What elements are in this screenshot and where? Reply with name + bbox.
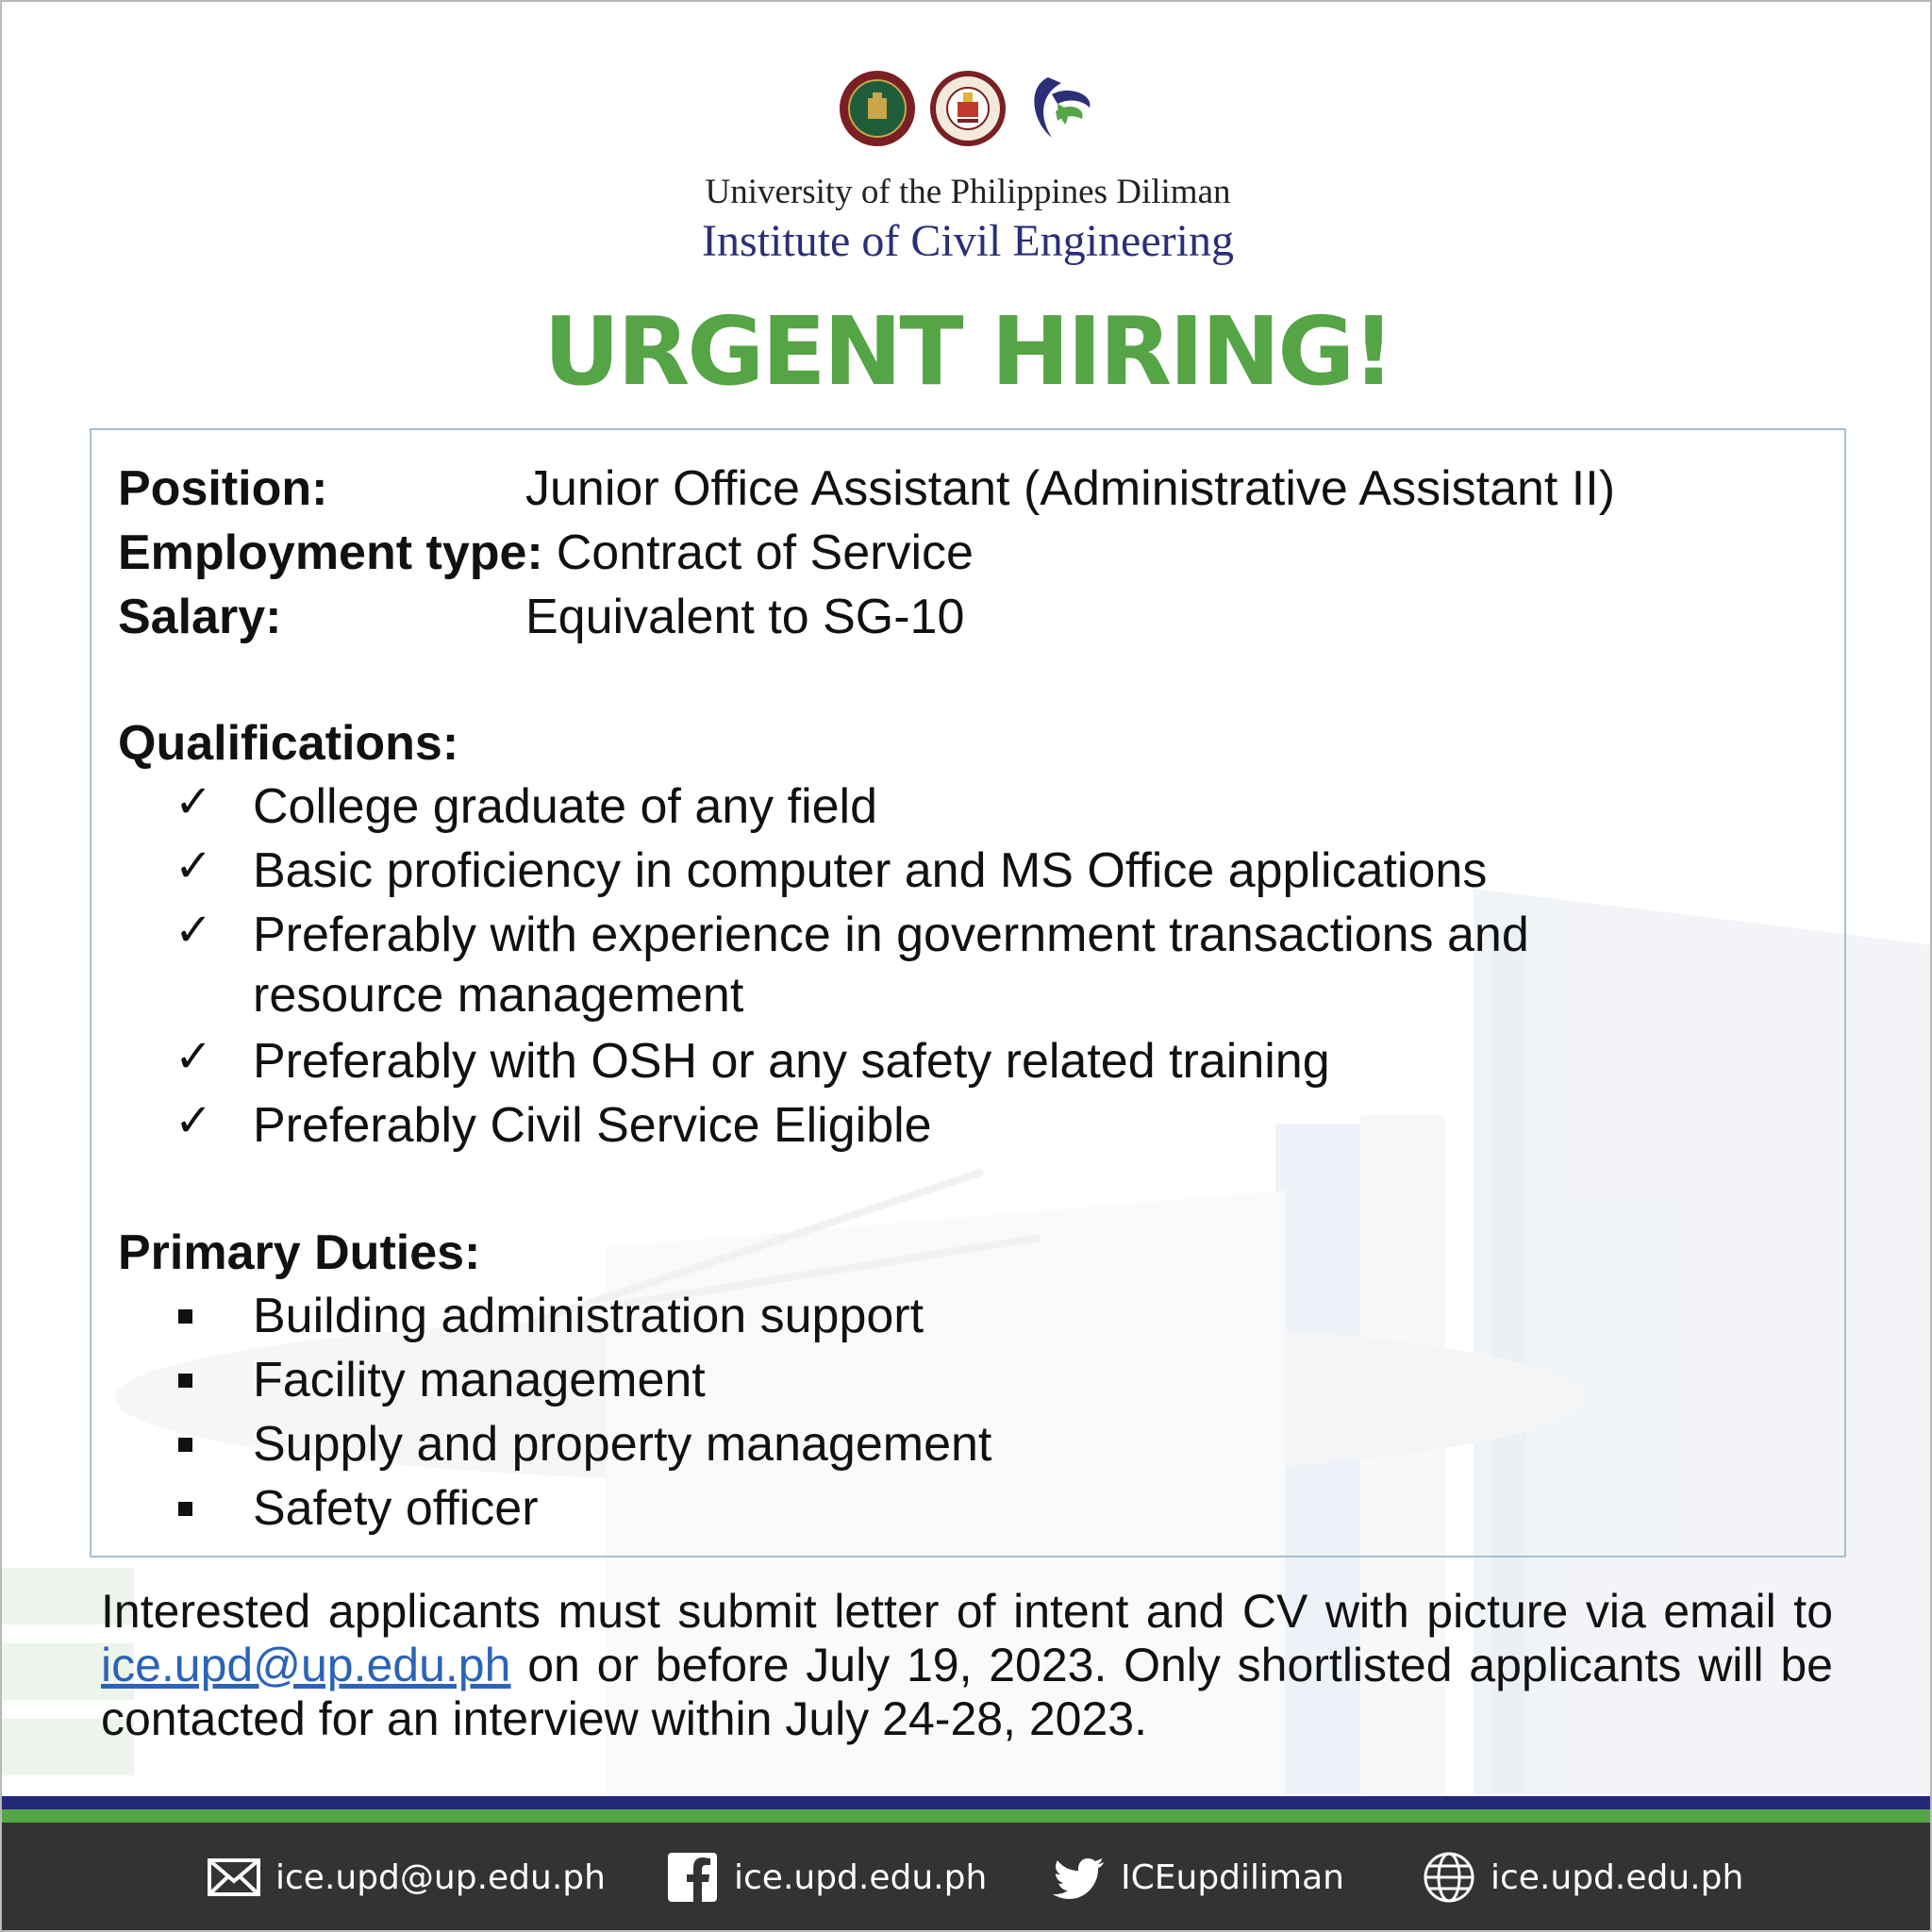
footer-website[interactable]: ice.upd.edu.ph [1423,1851,1743,1904]
salary-value: Equivalent to SG-10 [525,590,965,644]
checkmark-icon: ✓ [175,1032,213,1082]
position-value: Junior Office Assistant (Administrative Assistant II) [525,461,1616,516]
ice-logo [1020,70,1097,147]
primary-duties-title: Primary Duties: [118,1225,481,1280]
employment-type-row [118,525,974,581]
up-seal-logo [839,70,916,147]
employment-type-label: Employment type: [118,525,543,580]
twitter-bird-icon [1053,1851,1106,1904]
urgent-hiring-headline: URGENT HIRING! [543,296,1392,407]
application-email-link[interactable]: ice.upd@up.edu.ph [101,1639,511,1691]
facebook-icon [666,1851,719,1904]
footer-stripe-blue [2,1796,1932,1809]
coe-seal-logo [929,70,1007,147]
footer-twitter[interactable]: ICEupdiliman [1053,1851,1344,1904]
globe-icon [1423,1851,1475,1904]
university-name: University of the Philippines Diliman [705,173,1231,211]
contact-footer [2,1823,1932,1932]
employment-type-value: Contract of Service [556,525,974,580]
square-bullet-icon [178,1309,192,1324]
salary-row [118,589,965,645]
application-instructions: Interested applicants must submit letter of intent and CV with picture via email to ice.upd@up.edu.ph on or before July 19, 2023. Only shortlisted applicants will be contacted for an interview within July 24-28, 2023. [101,1585,1833,1745]
footer-email[interactable]: ice.upd@up.edu.ph [208,1851,606,1904]
square-bullet-icon [178,1438,192,1452]
envelope-icon [208,1851,260,1904]
checkmark-icon: ✓ [175,777,213,827]
logo-row [2,70,1932,147]
position-row [118,460,1616,517]
job-details-box: Position: Junior Office Assistant (Administrative Assistant II) Employment type: Contract of Service Salary: Equivalent to SG-10 Qualifications: ✓ College graduate of any field ✓ Basic proficiency in computer and MS Office applications ✓ Preferably with experience in government transactions and resource management ✓ Preferably with OSH or any safety related training ✓ Preferably Civil Service Eligible Primary Duties: Building administration support Facility management Supply and property management Safety officer [90,428,1846,1557]
footer-facebook[interactable]: ice.upd.edu.ph [666,1851,987,1904]
footer-stripe-green [2,1809,1932,1823]
position-label: Position: [118,461,328,516]
qualifications-title: Qualifications: [118,716,459,771]
checkmark-icon: ✓ [175,906,213,956]
checkmark-icon: ✓ [175,841,213,891]
institute-name: Institute of Civil Engineering [702,216,1234,266]
checkmark-icon: ✓ [175,1096,213,1146]
square-bullet-icon [178,1502,192,1516]
salary-label: Salary: [118,590,282,644]
square-bullet-icon [178,1374,192,1388]
